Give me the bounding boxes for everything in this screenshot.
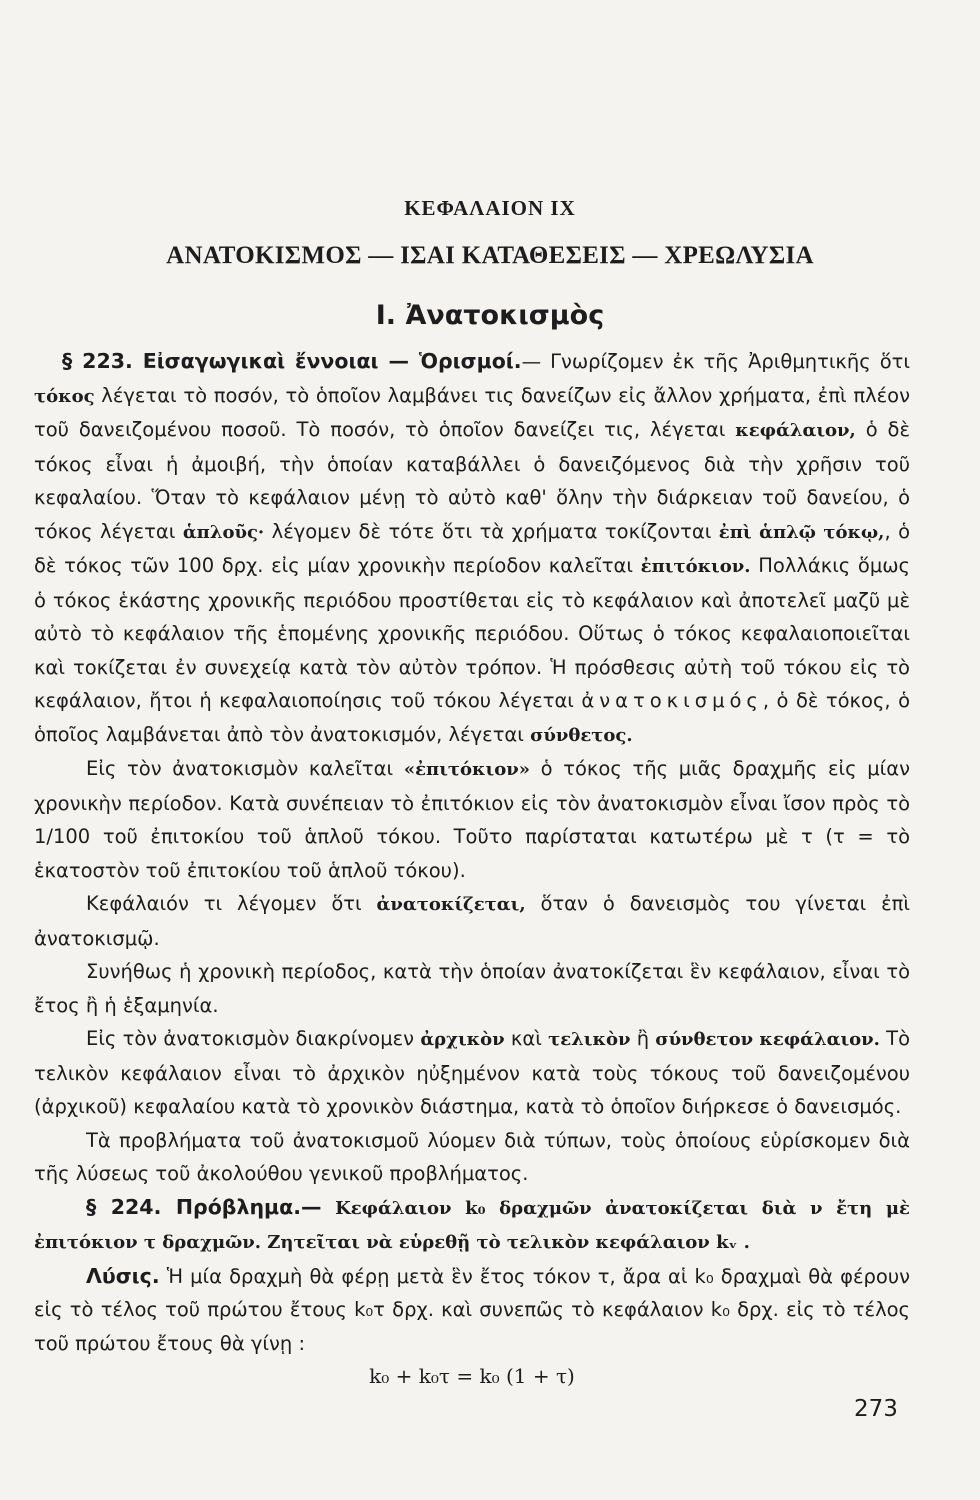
text-run: ὁ τόκος τῆς μιᾶς δραχμῆς εἰς μίαν χρονικὴν περίοδον. Κατὰ συνέπειαν τὸ ἐπιτόκιον εἰς τὸν ἀνατοκισμὸν εἶναι ἴσον πρὸς τὸ 1/100 τοῦ ἐπιτοκίου τοῦ ἁπλοῦ τόκου. Τοῦτο παρίσταται κατωτέρω μὲ τ (τ = τὸ ἑκατοστὸν τοῦ ἐπιτοκίου τοῦ ἁπλοῦ τόκου). <box>34 757 911 882</box>
term: ἀνατοκίζεται, <box>376 894 526 915</box>
text-run: ἢ <box>636 1027 650 1050</box>
text-run: Τὰ προβλήματα τοῦ ἀνατοκισμοῦ λύομεν διὰ τύπων, τοὺς ὁποίους εὑρίσκομεν διὰ τῆς λύσεως τοῦ ἀκολούθου γενικοῦ προβλήματος. <box>34 1128 910 1185</box>
paragraph <box>34 1022 910 1124</box>
text-run: Πολλάκις ὅμως ὁ τόκος ἑκάστης χρονικῆς περιόδου προστίθεται εἰς τὸ κεφάλαιον καὶ ἀποτελεῖ μαζῦ μὲ αὐτὸ τὸ κεφάλαιον τῆς ἑπομένης χρονικῆς περιόδου. Οὕτως ὁ τόκος κεφαλαιοποιεῖται καὶ τοκίζεται ἐν συνεχείᾳ κατὰ τὸν αὐτὸν τρόπον. Ἡ πρόσθεσις αὐτὴ τοῦ τόκου εἰς τὸ κεφάλαιον, ἤτοι ἡ κεφαλαιοποίησις τοῦ τόκου λέγεται <box>34 554 910 712</box>
section-heading: I. Ἀνατοκισμὸς <box>375 300 605 331</box>
term: τόκος <box>34 385 95 407</box>
paragraph <box>34 955 910 1022</box>
paragraph <box>34 1191 910 1260</box>
paragraph <box>34 1124 910 1191</box>
text-run: — Γνωρίζομεν ἐκ τῆς Ἀριθμητικῆς ὅτι <box>521 350 910 373</box>
chapter-label: ΚΕΦΑΛΑΙΟΝ IX <box>404 196 576 220</box>
term: ἀρχικὸν <box>420 1029 505 1050</box>
paragraph <box>34 345 910 752</box>
chapter-title: ΑΝΑΤΟΚΙΣΜΟΣ — ΙΣΑΙ ΚΑΤΑΘΕΣΕΙΣ — ΧΡΕΩΛΥΣΙΑ <box>166 242 814 269</box>
paragraph <box>34 1260 910 1361</box>
formula: k₀ + k₀τ = k₀ (1 + τ) <box>369 1364 575 1388</box>
term: ἐπιτόκιον. <box>640 556 751 577</box>
text-run: καὶ <box>510 1027 542 1050</box>
text-run: Συνήθως ἡ χρονικὴ περίοδος, κατὰ τὴν ὁποίαν ἀνατοκίζεται ἓν κεφάλαιον, εἶναι τὸ ἔτος ἢ ἡ ἑξαμηνία. <box>34 960 910 1017</box>
section-223-heading: § 223. Εἰσαγωγικαὶ ἔννοιαι — Ὁρισμοί. <box>62 349 522 373</box>
term: ἁπλοῦς· <box>182 521 265 543</box>
paragraph <box>34 752 910 887</box>
text-run: Ἡ μία δραχμὴ θὰ φέρῃ μετὰ ἓν ἔτος τόκον τ, ἄρα αἱ k₀ δραχμαὶ θὰ φέρουν εἰς τὸ τέλος τοῦ πρώτου ἔτους k₀τ δρχ. καὶ συνεπῶς τὸ κεφάλαιον k₀ δρχ. εἰς τὸ τέλος τοῦ πρώτου ἔτους θὰ γίνῃ : <box>34 1264 910 1355</box>
spaced-term: ἀνατοκισμός <box>581 689 763 712</box>
section-224-heading: § 224. Πρόβλημα.— <box>86 1194 322 1219</box>
text-run: ὁ δὲ τόκος εἶναι ἡ ἀμοιβή, τὴν ὁποίαν καταβάλλει ὁ δανειζόμενος διὰ τὴν χρῆσιν τοῦ κεφαλαίου. Ὅταν τὸ κεφάλαιον μένῃ τὸ αὐτὸ καθ' ὅλην τὴν διάρκειαν τοῦ δανείου, ὁ τόκος λέγεται <box>34 418 911 543</box>
text-run: Εἰς τὸν ἀνατοκισμὸν καλεῖται <box>86 757 394 780</box>
term: κεφάλαιον, <box>735 420 856 441</box>
text-run: ὅταν ὁ δανεισμὸς του γίνεται ἐπὶ ἀνατοκισμῷ. <box>34 892 910 950</box>
body-text <box>34 345 910 1394</box>
text-run: λέγομεν δὲ τότε ὅτι τὰ χρήματα τοκίζονται <box>271 519 712 543</box>
text-run: Εἰς τὸν ἀνατοκισμὸν διακρίνομεν <box>86 1027 415 1050</box>
text-run: Κεφάλαιόν τι λέγομεν ὅτι <box>86 892 362 915</box>
term: σύνθετον κεφάλαιον. <box>655 1029 880 1050</box>
term: τελικὸν <box>548 1029 631 1050</box>
text-run: Τὸ τελικὸν κεφάλαιον εἶναι τὸ ἀρχικὸν ηὐξημένον κατὰ τοὺς τόκους τοῦ δανειζομένου (ἀρχικοῦ) κεφαλαίου κατὰ τὸ χρονικὸν διάστημα, κατὰ τὸ ὁποῖον διήρκεσε ὁ δανεισμός. <box>34 1027 910 1118</box>
text-run: λέγεται τὸ ποσόν, τὸ ὁποῖον λαμβάνει τις δανείζων εἰς ἄλλον χρήματα, ἐπὶ πλέον τοῦ δανειζομένου ποσοῦ. Τὸ ποσόν, τὸ ὁποῖον δανείζει τις, λέγεται <box>34 383 911 441</box>
text-run: , ὁ δὲ τόκος, ὁ ὁποῖος λαμβάνεται ἀπὸ τὸν ἀνατοκισμόν, λέγεται <box>34 689 911 746</box>
text-run: , ὁ δὲ τόκος τῶν 100 δρχ. εἰς μίαν χρονικὴν περίοδον καλεῖται <box>34 519 911 577</box>
term: σύνθετος. <box>530 724 633 746</box>
problem-statement: Κεφάλαιον k₀ δραχμῶν ἀνατοκίζεται διὰ ν ἔτη μὲ ἐπιτόκιον τ δραχμῶν. Ζητεῖται νὰ εὑρεθῇ τὸ τελικὸν κεφάλαιον kᵥ . <box>34 1197 911 1253</box>
paragraph <box>34 887 910 955</box>
term: «ἐπιτόκιον» <box>403 759 530 780</box>
page-number: 273 <box>854 1396 898 1422</box>
solution-label: Λύσις. <box>86 1263 160 1288</box>
term: ἐπὶ ἁπλῷ τόκῳ, <box>718 521 885 543</box>
